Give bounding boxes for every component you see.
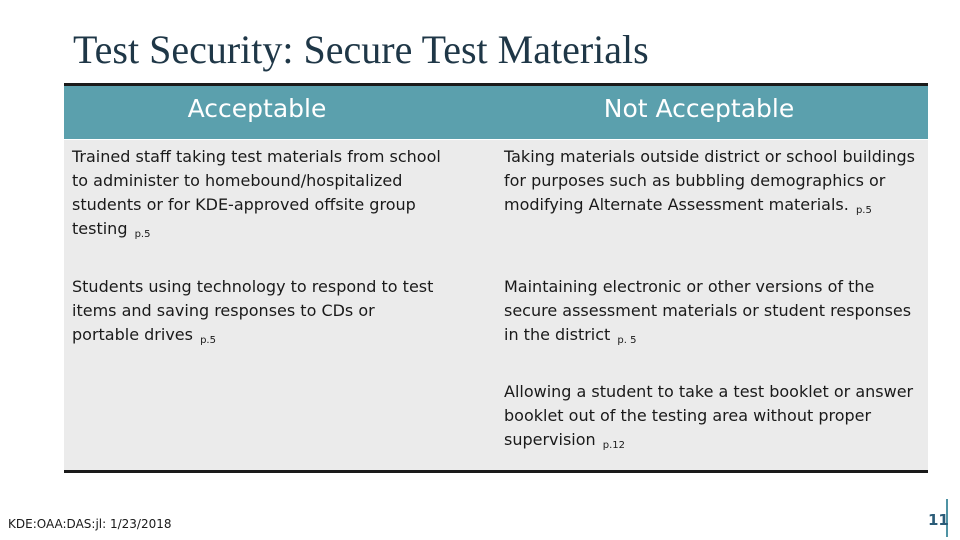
not-acceptable-item-1 xyxy=(504,145,924,220)
not-acceptable-item-text: Taking materials outside district or school buildings for purposes such as bubbling demographics or modifying Alternate Assessment materials. xyxy=(504,147,915,214)
page-number: 11 xyxy=(928,511,949,529)
page-reference: p.5 xyxy=(200,335,216,346)
not-acceptable-item-text: Allowing a student to take a test booklet or answer booklet out of the testing area without proper supervision xyxy=(504,382,914,449)
slide-title: Test Security: Secure Test Materials xyxy=(73,27,649,72)
table-bottom-rule xyxy=(64,470,928,473)
page-reference: p. 5 xyxy=(617,335,637,346)
acceptable-item-text: Students using technology to respond to test items and saving responses to CDs or portable drives xyxy=(72,277,434,344)
table-header-row xyxy=(64,86,928,139)
page-reference: p.5 xyxy=(855,205,872,216)
header-acceptable: Acceptable xyxy=(187,94,327,123)
not-acceptable-item-2 xyxy=(504,275,924,350)
acceptable-item-text: Trained staff taking test materials from school to administer to homebound/hospitalized students or for KDE-approved offsite group testing xyxy=(72,147,441,238)
not-acceptable-item-text: Maintaining electronic or other versions of the secure assessment materials or student responses in the district xyxy=(504,277,912,344)
page-reference: p.5 xyxy=(134,229,151,240)
not-acceptable-item-3 xyxy=(504,380,924,455)
footer-label: KDE:OAA:DAS:jl: 1/23/2018 xyxy=(8,517,172,531)
header-not-acceptable: Not Acceptable xyxy=(603,94,795,123)
acceptable-item-1 xyxy=(72,145,444,244)
criteria-table xyxy=(64,83,928,473)
page-reference: p.12 xyxy=(602,440,626,451)
table-body xyxy=(64,139,928,471)
acceptable-item-2 xyxy=(72,275,444,350)
